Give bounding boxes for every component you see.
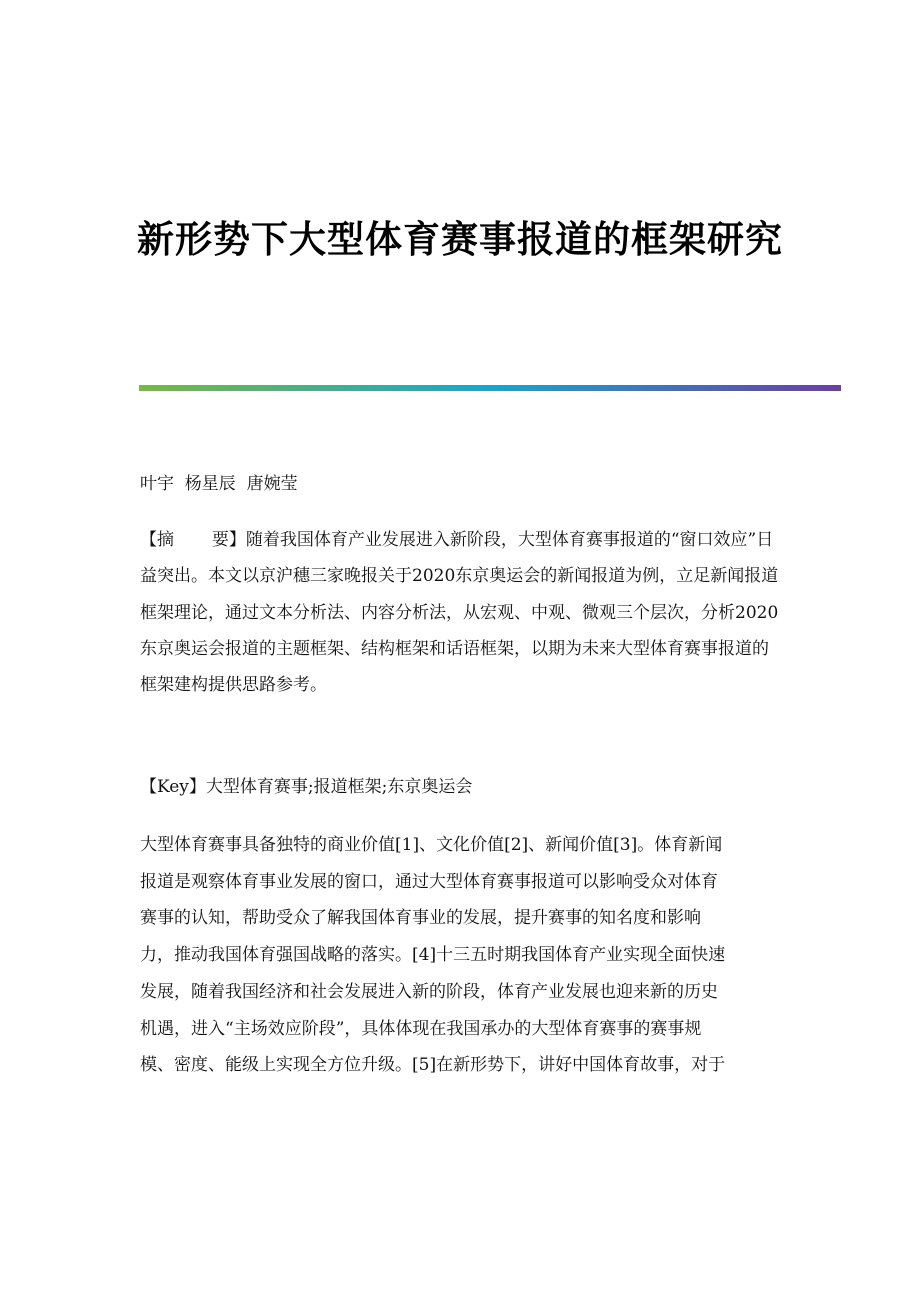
body-line: 赛事的认知，帮助受众了解我国体育事业的发展，提升赛事的知名度和影响 [140, 908, 701, 929]
page-title: 新形势下大型体育赛事报道的框架研究 [137, 216, 783, 261]
body-line: 发展，随着我国经济和社会发展进入新的阶段，体育产业发展也迎来新的历史 [140, 981, 718, 1002]
keywords [140, 773, 780, 801]
author-list: 叶宇 杨星辰 唐婉莹 [140, 474, 298, 494]
body-line: 力，推动我国体育强国战略的落实。[4]十三五时期我国体育产业实现全面快速 [140, 945, 726, 966]
title-divider [139, 385, 841, 391]
body-line: 报道是观察体育事业发展的窗口，通过大型体育赛事报道可以影响受众对体育 [140, 871, 718, 892]
body-line: 大型体育赛事具备独特的商业价值[1]、文化价值[2]、新闻价值[3]。体育新闻 [140, 835, 723, 855]
body-line: 模、密度、能级上实现全方位升级。[5]在新形势下，讲好中国体育故事，对于 [140, 1055, 726, 1076]
body-line: 机遇，进入“主场效应阶段”，具体体现在我国承办的大型体育赛事的赛事规 [140, 1018, 702, 1039]
body-paragraph [140, 827, 780, 1084]
abstract [140, 522, 780, 703]
keywords-text: 大型体育赛事;报道框架;东京奥运会 [205, 777, 473, 797]
abstract-label: 【摘 要】 [140, 530, 246, 550]
keywords-label: 【Key】 [140, 777, 206, 797]
abstract-text: 随着我国体育产业发展进入新阶段，大型体育赛事报道的“窗口效应”日益突出。本文以京沪穗三家晚报关于2020东京奥运会的新闻报道为例，立足新闻报道框架理论，通过文本分析法、内容分析法，从宏观、中观、微观三个层次，分析2020东京奥运会报道的主题框架、结构框架和话语框架，以期为未来大型体育赛事报道的框架建构提供思路参考。 [140, 530, 779, 696]
